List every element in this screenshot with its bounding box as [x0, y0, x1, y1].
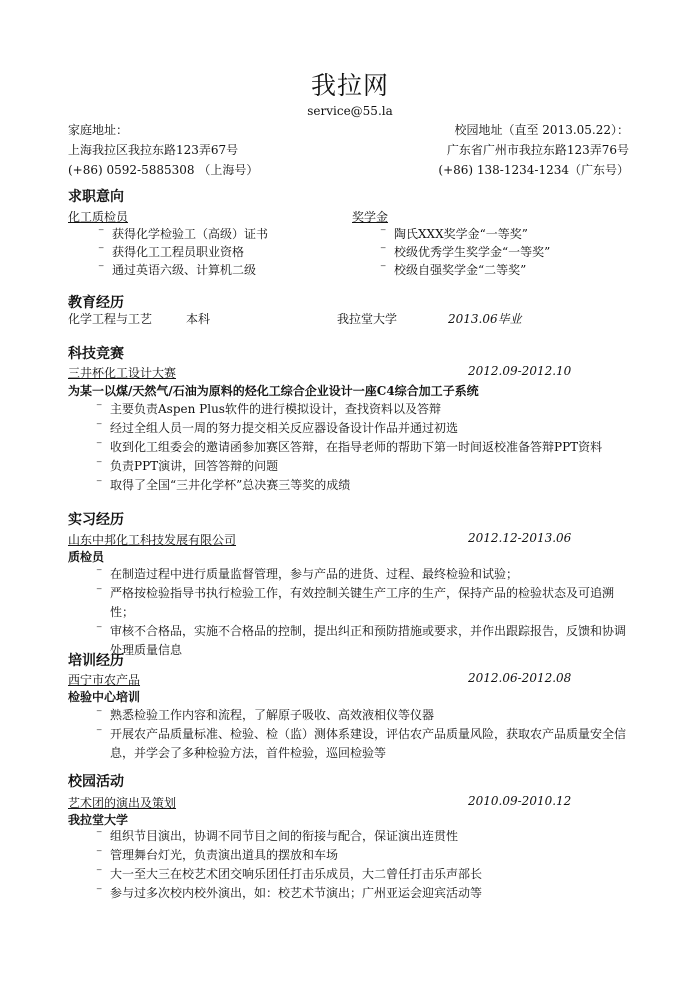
home-address-label: 家庭地址：: [68, 123, 129, 137]
candidate-name: 我拉网: [310, 71, 389, 100]
list-item: ⁻ 在制造过程中进行质量监督管理，参与产品的进货、过程、最终检验和试验；: [96, 565, 629, 584]
home-contact: [68, 120, 258, 180]
training-list: [96, 706, 629, 763]
campus-list: [96, 827, 629, 903]
internship-section-title: 实习经历: [68, 512, 124, 528]
campus-org: 艺术团的演出及策划: [68, 796, 177, 810]
list-item: ⁻ 熟悉检验工作内容和流程，了解原子吸收、高效液相仪等仪器: [96, 706, 629, 725]
home-phone: (+86) 0592-5885308 （上海号）: [68, 163, 259, 177]
list-item: ⁻ 大一至大三在校艺术团交响乐团任打击乐成员，大二曾任打击乐声部长: [96, 865, 629, 884]
competition-date: 2012.09-2012.10: [468, 364, 572, 378]
campus-address: 广东省广州市我拉东路123弄76号: [446, 143, 629, 157]
scholarship-title: 奖学金: [352, 210, 389, 224]
training-date: 2012.06-2012.08: [468, 671, 572, 685]
education-section-title: 教育经历: [68, 295, 124, 311]
internship-role: 质检员: [68, 550, 105, 564]
list-item: ⁻ 审核不合格品，实施不合格品的控制，提出纠正和预防措施或要求，并作出跟踪报告，反馈和协调处理质量信息: [96, 622, 629, 660]
objective-section-title: 求职意向: [68, 189, 124, 205]
campus-contact: [438, 120, 629, 180]
internship-row: [68, 531, 629, 549]
scholarship-list: [380, 225, 550, 279]
list-item: ⁻ 主要负责Aspen Plus软件的进行模拟设计，查找资料以及答辩: [96, 400, 629, 419]
competition-list: [96, 400, 629, 495]
list-item: ⁻ 管理舞台灯光，负责演出道具的摆放和车场: [96, 846, 629, 865]
internship-company: 山东中邦化工科技发展有限公司: [68, 533, 237, 547]
education-graduation: 2013.06毕业: [448, 312, 522, 326]
list-item: ⁻ 获得化工工程员职业资格: [98, 243, 268, 261]
competition-row: [68, 364, 629, 382]
education-major: 化学工程与工艺: [68, 312, 153, 326]
list-item: ⁻ 通过英语六级、计算机二级: [98, 261, 268, 279]
competition-name: 三井杯化工设计大赛: [68, 366, 177, 380]
campus-section-title: 校园活动: [68, 774, 124, 790]
list-item: ⁻ 开展农产品质量标准、检验、检（监）测体系建设，评估农产品质量风险，获取农产品质量安全信息，并学会了多种检验方法，首件检验，巡回检验等: [96, 725, 629, 763]
campus-role: 我拉堂大学: [68, 813, 129, 827]
list-item: ⁻ 参与过多次校内校外演出，如：校艺术节演出；广州亚运会迎宾活动等: [96, 884, 629, 903]
internship-list: [96, 565, 629, 660]
training-section-title: 培训经历: [68, 653, 124, 669]
education-degree: 本科: [186, 312, 211, 326]
email-address: service@55.la: [307, 104, 393, 118]
list-item: ⁻ 经过全组人员一周的努力提交相关反应器设备设计作品并通过初选: [96, 419, 629, 438]
list-item: ⁻ 校级优秀学生奖学金“一等奖”: [380, 243, 550, 261]
internship-date: 2012.12-2013.06: [468, 531, 572, 545]
training-role: 检验中心培训: [68, 690, 141, 704]
training-org: 西宁市农产品: [68, 673, 141, 687]
list-item: ⁻ 严格按检验指导书执行检验工作，有效控制关键生产工序的生产，保持产品的检验状态及可追溯性；: [96, 584, 629, 622]
certificate-list: [98, 225, 268, 279]
list-item: ⁻ 收到化工组委会的邀请函参加赛区答辩，在指导老师的帮助下第一时间返校准备答辩PPT资料: [96, 438, 629, 457]
list-item: ⁻ 陶氏XXX奖学金“一等奖”: [380, 225, 550, 243]
home-address: 上海我拉区我拉东路123弄67号: [68, 143, 239, 157]
training-row: [68, 671, 629, 689]
list-item: ⁻ 取得了全国“三井化学杯”总决赛三等奖的成绩: [96, 476, 629, 495]
campus-phone: (+86) 138-1234-1234（广东号）: [438, 163, 629, 177]
list-item: ⁻ 获得化学检验工（高级）证书: [98, 225, 268, 243]
list-item: ⁻ 组织节目演出，协调不同节目之间的衔接与配合，保证演出连贯性: [96, 827, 629, 846]
competition-section-title: 科技竞赛: [68, 346, 124, 362]
education-school: 我拉堂大学: [337, 312, 398, 326]
list-item: ⁻ 负责PPT演讲，回答答辩的问题: [96, 457, 629, 476]
competition-project: 为某一以煤/天然气/石油为原料的烃化工综合企业设计一座C4综合加工子系统: [68, 384, 479, 398]
campus-date: 2010.09-2010.12: [468, 794, 572, 808]
objective-position: 化工质检员: [68, 210, 129, 224]
campus-row: [68, 794, 629, 812]
campus-address-label: 校园地址（直至 2013.05.22）：: [454, 123, 629, 137]
list-item: ⁻ 校级自强奖学金“二等奖”: [380, 261, 550, 279]
